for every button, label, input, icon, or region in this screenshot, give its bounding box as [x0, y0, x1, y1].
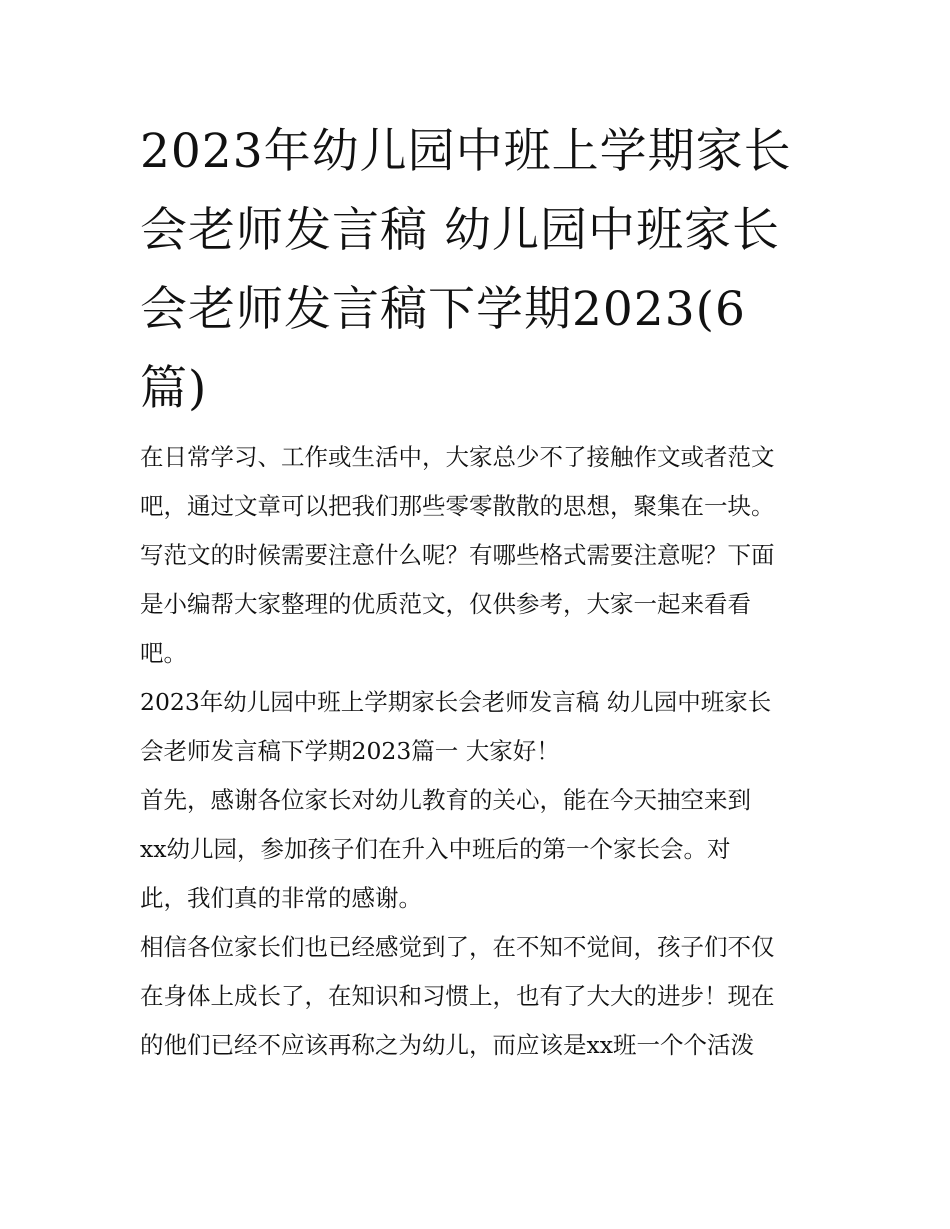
- body-line: 在日常学习、工作或生活中，大家总少不了接触作文或者范文: [140, 443, 775, 471]
- document-body: [140, 433, 815, 1070]
- body-line: 会老师发言稿下学期2023篇一 大家好！: [140, 737, 560, 765]
- body-line: 相信各位家长们也已经感觉到了，在不知不觉间，孩子们不仅: [140, 933, 775, 961]
- body-line: 首先，感谢各位家长对幼儿教育的关心，能在今天抽空来到: [140, 786, 751, 814]
- body-line: 是小编帮大家整理的优质范文，仅供参考，大家一起来看看: [140, 590, 751, 618]
- body-line: 吧，通过文章可以把我们那些零零散散的思想，聚集在一块。: [140, 492, 775, 520]
- document-title: 2023年幼儿园中班上学期家长会老师发言稿 幼儿园中班家长会老师发言稿下学期2023(6篇): [140, 124, 792, 416]
- body-line: 此，我们真的非常的感谢。: [140, 884, 422, 912]
- body-line: 吧。: [140, 639, 187, 667]
- body-line: 写范文的时候需要注意什么呢？有哪些格式需要注意呢？下面: [140, 541, 775, 569]
- body-line: 2023年幼儿园中班上学期家长会老师发言稿 幼儿园中班家长: [140, 688, 772, 716]
- body-line: 的他们已经不应该再称之为幼儿，而应该是xx班一个个活泼: [140, 1031, 755, 1059]
- body-line: 在身体上成长了，在知识和习惯上，也有了大大的进步！现在: [140, 982, 775, 1010]
- body-line: xx幼儿园，参加孩子们在升入中班后的第一个家长会。对: [140, 835, 731, 863]
